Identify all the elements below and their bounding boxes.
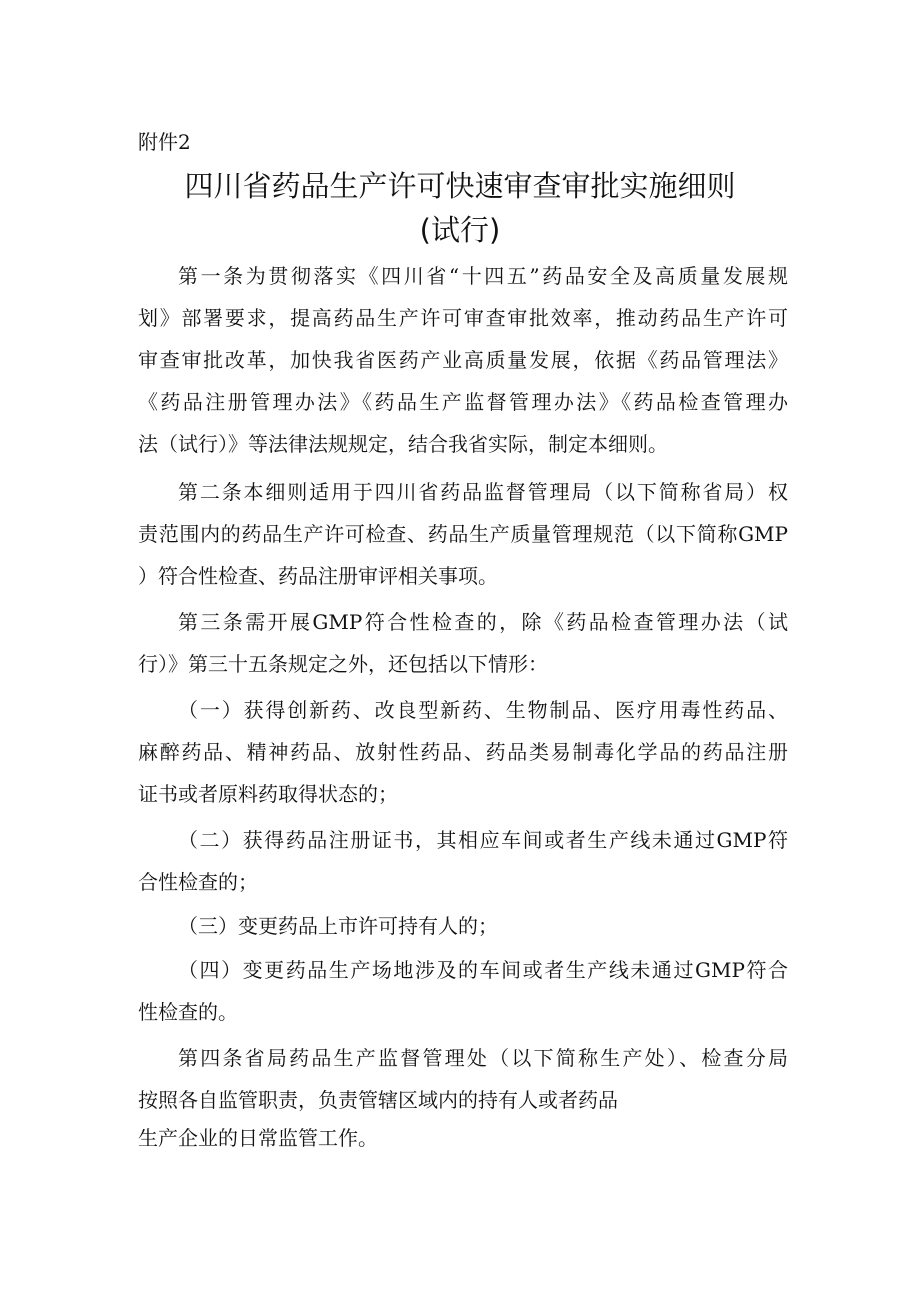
paragraph-line: 第四条省局药品生产监督管理处（以下简称生产处）、检查分局 (178, 1046, 788, 1070)
paragraph-line: 麻醉药品、精神药品、放射性药品、药品类易制毒化学品的药品注册 (138, 740, 788, 764)
paragraph-line: （三）变更药品上市许可持有人的； (178, 914, 498, 938)
document-title: 四川省药品生产许可快速审查审批实施细则 (184, 169, 736, 203)
paragraph-line: 法（试行）》等法律法规规定，结合我省实际，制定本细则。 (138, 432, 668, 456)
paragraph-line: 第二条本细则适用于四川省药品监督管理局（以下简称省局）权 (178, 480, 788, 504)
paragraph-line: （一）获得创新药、改良型新药、生物制品、医疗用毒性药品、 (178, 698, 788, 722)
paragraph-line: 划》部署要求，提高药品生产许可审查审批效率，推动药品生产许可 (138, 306, 788, 330)
paragraph-line: 性检查的。 (138, 1000, 238, 1024)
paragraph-line: （四）变更药品生产场地涉及的车间或者生产线未通过GMP符合 (178, 958, 788, 982)
paragraph-line: 行）》第三十五条规定之外，还包括以下情形： (138, 652, 548, 676)
paragraph-line: 第三条需开展GMP符合性检查的，除《药品检查管理办法（试 (178, 610, 788, 634)
attachment-label: 附件2 (138, 130, 191, 154)
paragraph-line: 合性检查的； (138, 870, 258, 894)
paragraph-line: （二）获得药品注册证书，其相应车间或者生产线未通过GMP符 (178, 828, 788, 852)
paragraph-line: 证书或者原料药取得状态的； (138, 782, 398, 806)
paragraph-line: 《药品注册管理办法》《药品生产监督管理办法》《药品检查管理办 (138, 390, 788, 414)
paragraph-line: 责范围内的药品生产许可检查、药品生产质量管理规范（以下简称GMP (138, 522, 788, 546)
document-subtitle: (试行) (419, 213, 501, 247)
paragraph-line: 审查审批改革，加快我省医药产业高质量发展，依据《药品管理法》 (138, 348, 788, 372)
paragraph-line: 生产企业的日常监管工作。 (138, 1126, 378, 1150)
paragraph-line: 第一条为贯彻落实《四川省“十四五”药品安全及高质量发展规 (178, 264, 788, 288)
paragraph-line: ）符合性检查、药品注册审评相关事项。 (138, 564, 498, 588)
paragraph-line: 按照各自监管职责，负责管辖区域内的持有人或者药品 (138, 1088, 618, 1112)
